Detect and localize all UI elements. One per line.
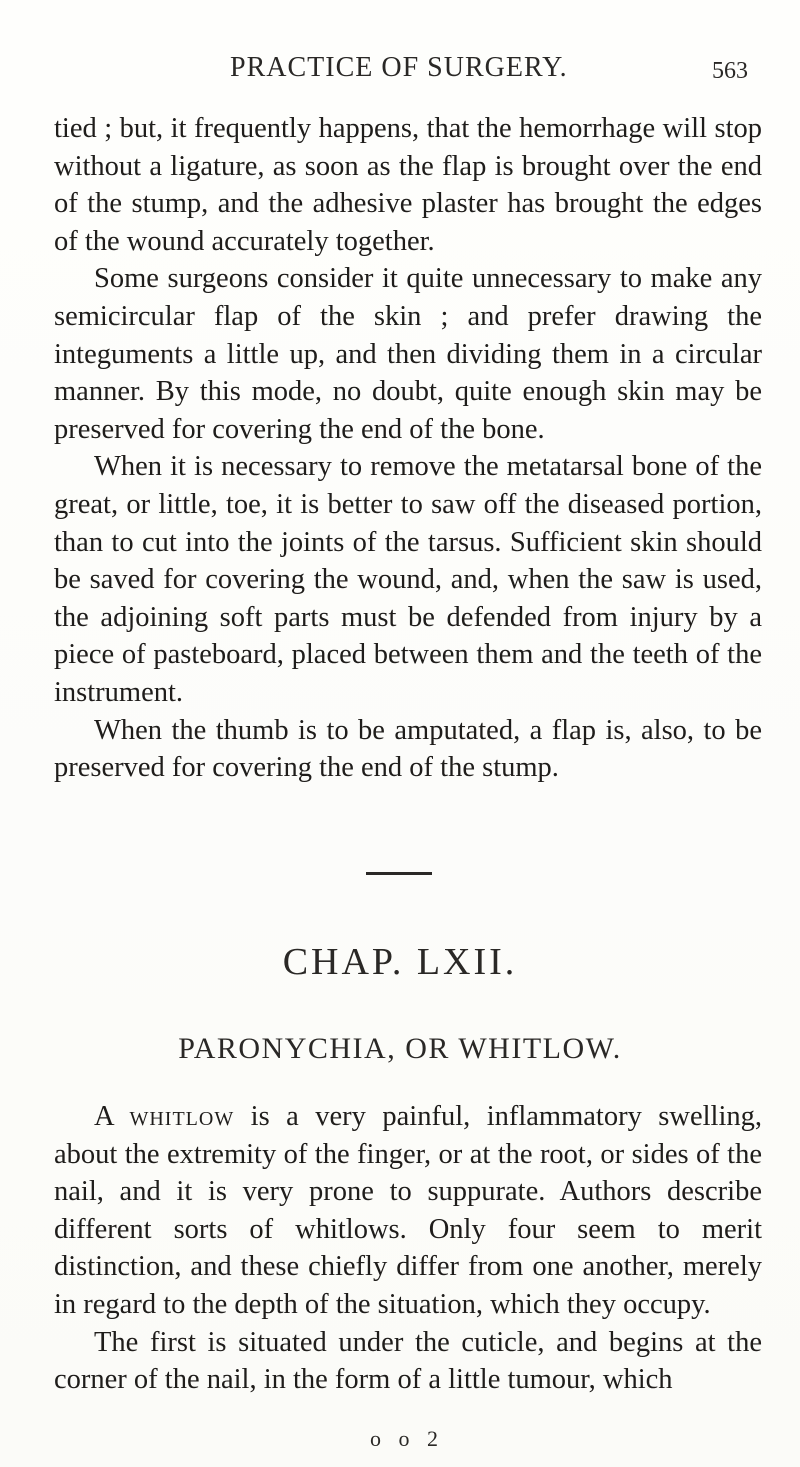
chapter-title: PARONYCHIA, OR WHITLOW. [178, 1032, 622, 1065]
lead-word-small-caps: whitlow [129, 1101, 235, 1132]
paragraph: The first is situated under the cuticle, and begins at the corner of the nail, in the form of a little tumour, which [54, 1326, 762, 1396]
paragraph-text: is a very painful, inflammatory swelling, about the extremity of the finger, or at the root, or sides of the nail, and it is very prone to suppurate. Authors describe different sorts of whitlows. Only four seem to merit distinction, and these chiefly differ from one another, merely in regard to the depth of the situation, which they occupy. [54, 1101, 762, 1320]
paragraph: tied ; but, it frequently happens, that the hemorrhage will stop without a ligature, as soon as the flap is brought over the end of the stump, and the adhesive plaster has brought the edges of the wound accurately together. [54, 113, 762, 257]
section-divider-rule [366, 872, 432, 875]
page-number: 563 [712, 58, 748, 84]
paragraph: When it is necessary to remove the metatarsal bone of the great, or little, toe, it is better to saw off the diseased portion, than to cut into the joints of the tarsus. Sufficient skin should be saved for covering the wound, and, when the saw is used, the adjoining soft parts must be defended from injury by a piece of pasteboard, placed between them and the teeth of the instrument. [54, 451, 762, 708]
paragraph [54, 1098, 762, 1324]
running-title: PRACTICE OF SURGERY. [230, 52, 568, 83]
signature-mark: o o 2 [370, 1426, 444, 1451]
running-head [0, 52, 800, 92]
text-block-amputation [54, 110, 762, 787]
text-block-whitlow [54, 1098, 762, 1399]
paragraph: When the thumb is to be amputated, a flap is, also, to be preserved for covering the end of the stump. [54, 714, 762, 784]
paragraph: Some surgeons consider it quite unnecessary to make any semicircular flap of the skin ; and prefer drawing the integuments a little up, and then dividing them in a circular manner. By this mode, no doubt, quite enough skin may be preserved for covering the end of the bone. [54, 263, 762, 445]
lead-word: A [94, 1101, 114, 1132]
chapter-heading: CHAP. LXII. [282, 941, 518, 983]
